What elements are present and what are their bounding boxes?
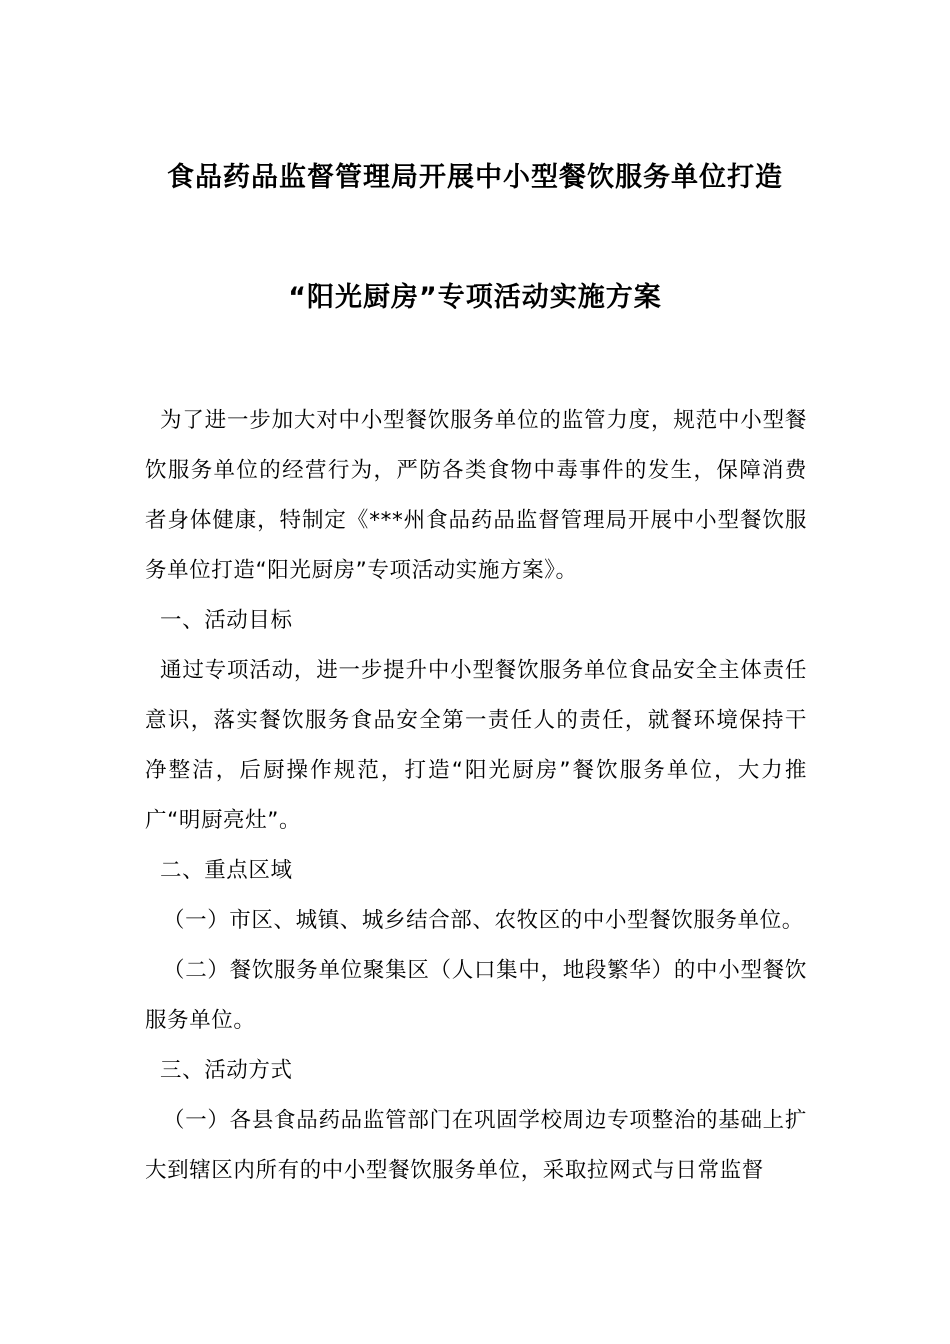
document-title-line-1: 食品药品监督管理局开展中小型餐饮服务单位打造 xyxy=(167,162,783,193)
intro-paragraph: 为了进一步加大对中小型餐饮服务单位的监管力度，规范中小型餐饮服务单位的经营行为，严防各类食物中毒事件的发生，保障消费者身体健康，特制定《***州食品药品监督管理局开展中小型餐饮服务单位打造“阳光厨房”专项活动实施方案》。 xyxy=(145,408,807,583)
section-heading-areas: 二、重点区域 xyxy=(160,858,293,883)
document-title-line-2: “阳光厨房”专项活动实施方案 xyxy=(288,282,662,313)
methods-item-1: （一）各县食品药品监管部门在巩固学校周边专项整治的基础上扩大到辖区内所有的中小型餐饮服务单位，采取拉网式与日常监督 xyxy=(145,1108,807,1183)
areas-item-2: （二）餐饮服务单位聚集区（人口集中，地段繁华）的中小型餐饮服务单位。 xyxy=(145,958,807,1033)
document-body xyxy=(145,396,807,1196)
section-heading-methods: 三、活动方式 xyxy=(160,1058,293,1083)
areas-item-1: （一）市区、城镇、城乡结合部、农牧区的中小型餐饮服务单位。 xyxy=(163,908,804,933)
goal-paragraph: 通过专项活动，进一步提升中小型餐饮服务单位食品安全主体责任意识，落实餐饮服务食品安全第一责任人的责任，就餐环境保持干净整洁，后厨操作规范，打造“阳光厨房”餐饮服务单位，大力推广“明厨亮灶”。 xyxy=(145,658,807,833)
section-heading-goal: 一、活动目标 xyxy=(160,608,293,633)
